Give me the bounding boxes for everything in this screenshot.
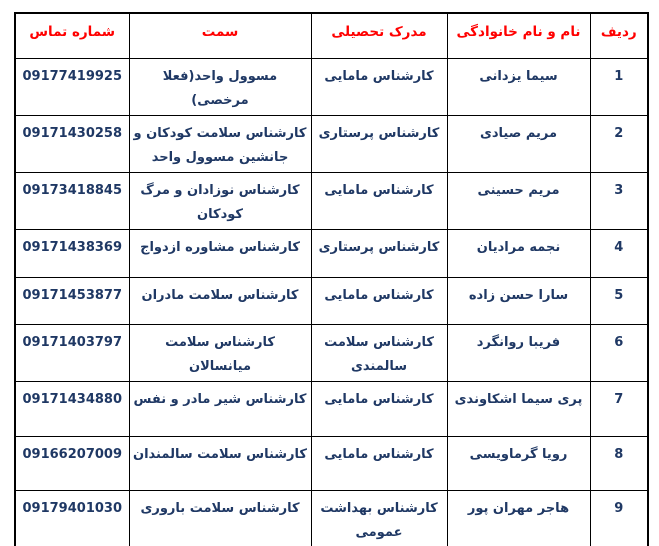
cell-row-number: 5 xyxy=(590,277,648,324)
staff-contact-table xyxy=(14,12,649,546)
cell-degree: کارشناس مامایی xyxy=(311,172,447,229)
cell-position: کارشناس نوزادان و مرگ کودکان xyxy=(129,172,311,229)
cell-position: مسوول واحد(فعلا مرخصی) xyxy=(129,58,311,115)
cell-degree: کارشناس مامایی xyxy=(311,277,447,324)
cell-position: کارشناس سلامت مادران xyxy=(129,277,311,324)
cell-name: مریم حسینی xyxy=(447,172,590,229)
cell-degree: کارشناس مامایی xyxy=(311,381,447,436)
cell-row-number: 7 xyxy=(590,381,648,436)
cell-row-number: 2 xyxy=(590,115,648,172)
cell-row-number: 6 xyxy=(590,324,648,381)
table-row xyxy=(15,490,648,546)
cell-name: فریبا روانگرد xyxy=(447,324,590,381)
table-row xyxy=(15,436,648,490)
cell-phone: 09171434880 xyxy=(15,381,129,436)
cell-phone: 09179401030 xyxy=(15,490,129,546)
cell-position: کارشناس سلامت سالمندان xyxy=(129,436,311,490)
cell-name: سارا حسن زاده xyxy=(447,277,590,324)
cell-name: رویا گرماویسی xyxy=(447,436,590,490)
header-phone: شماره تماس xyxy=(15,13,129,58)
page xyxy=(0,12,659,546)
header-row-number: ردیف xyxy=(590,13,648,58)
cell-degree: کارشناس سلامت سالمندی xyxy=(311,324,447,381)
cell-phone: 09166207009 xyxy=(15,436,129,490)
cell-position: کارشناس سلامت باروری xyxy=(129,490,311,546)
cell-name: نجمه مرادیان xyxy=(447,229,590,277)
table-row xyxy=(15,172,648,229)
table-header-row xyxy=(15,13,648,58)
cell-row-number: 8 xyxy=(590,436,648,490)
cell-phone: 09171438369 xyxy=(15,229,129,277)
header-degree: مدرک تحصیلی xyxy=(311,13,447,58)
cell-degree: کارشناس پرستاری xyxy=(311,115,447,172)
table-row xyxy=(15,277,648,324)
cell-position: کارشناس شیر مادر و نفس xyxy=(129,381,311,436)
table-row xyxy=(15,115,648,172)
cell-name: پری سیما اشکاوندی xyxy=(447,381,590,436)
header-name: نام و نام خانوادگی xyxy=(447,13,590,58)
cell-position: کارشناس مشاوره ازدواج xyxy=(129,229,311,277)
header-position: سمت xyxy=(129,13,311,58)
cell-degree: کارشناس بهداشت عمومی xyxy=(311,490,447,546)
table-row xyxy=(15,229,648,277)
cell-phone: 09173418845 xyxy=(15,172,129,229)
cell-row-number: 4 xyxy=(590,229,648,277)
cell-position: کارشناس سلامت میانسالان xyxy=(129,324,311,381)
cell-name: هاجر مهران پور xyxy=(447,490,590,546)
cell-phone: 09171453877 xyxy=(15,277,129,324)
table-row xyxy=(15,381,648,436)
cell-name: مریم صیادی xyxy=(447,115,590,172)
table-row xyxy=(15,324,648,381)
cell-degree: کارشناس مامایی xyxy=(311,436,447,490)
cell-position: کارشناس سلامت کودکان و جانشین مسوول واحد xyxy=(129,115,311,172)
cell-row-number: 3 xyxy=(590,172,648,229)
cell-phone: 09177419925 xyxy=(15,58,129,115)
cell-degree: کارشناس پرستاری xyxy=(311,229,447,277)
cell-phone: 09171403797 xyxy=(15,324,129,381)
cell-phone: 09171430258 xyxy=(15,115,129,172)
cell-name: سیما یزدانی xyxy=(447,58,590,115)
cell-row-number: 9 xyxy=(590,490,648,546)
table-row xyxy=(15,58,648,115)
cell-degree: کارشناس مامایی xyxy=(311,58,447,115)
cell-row-number: 1 xyxy=(590,58,648,115)
